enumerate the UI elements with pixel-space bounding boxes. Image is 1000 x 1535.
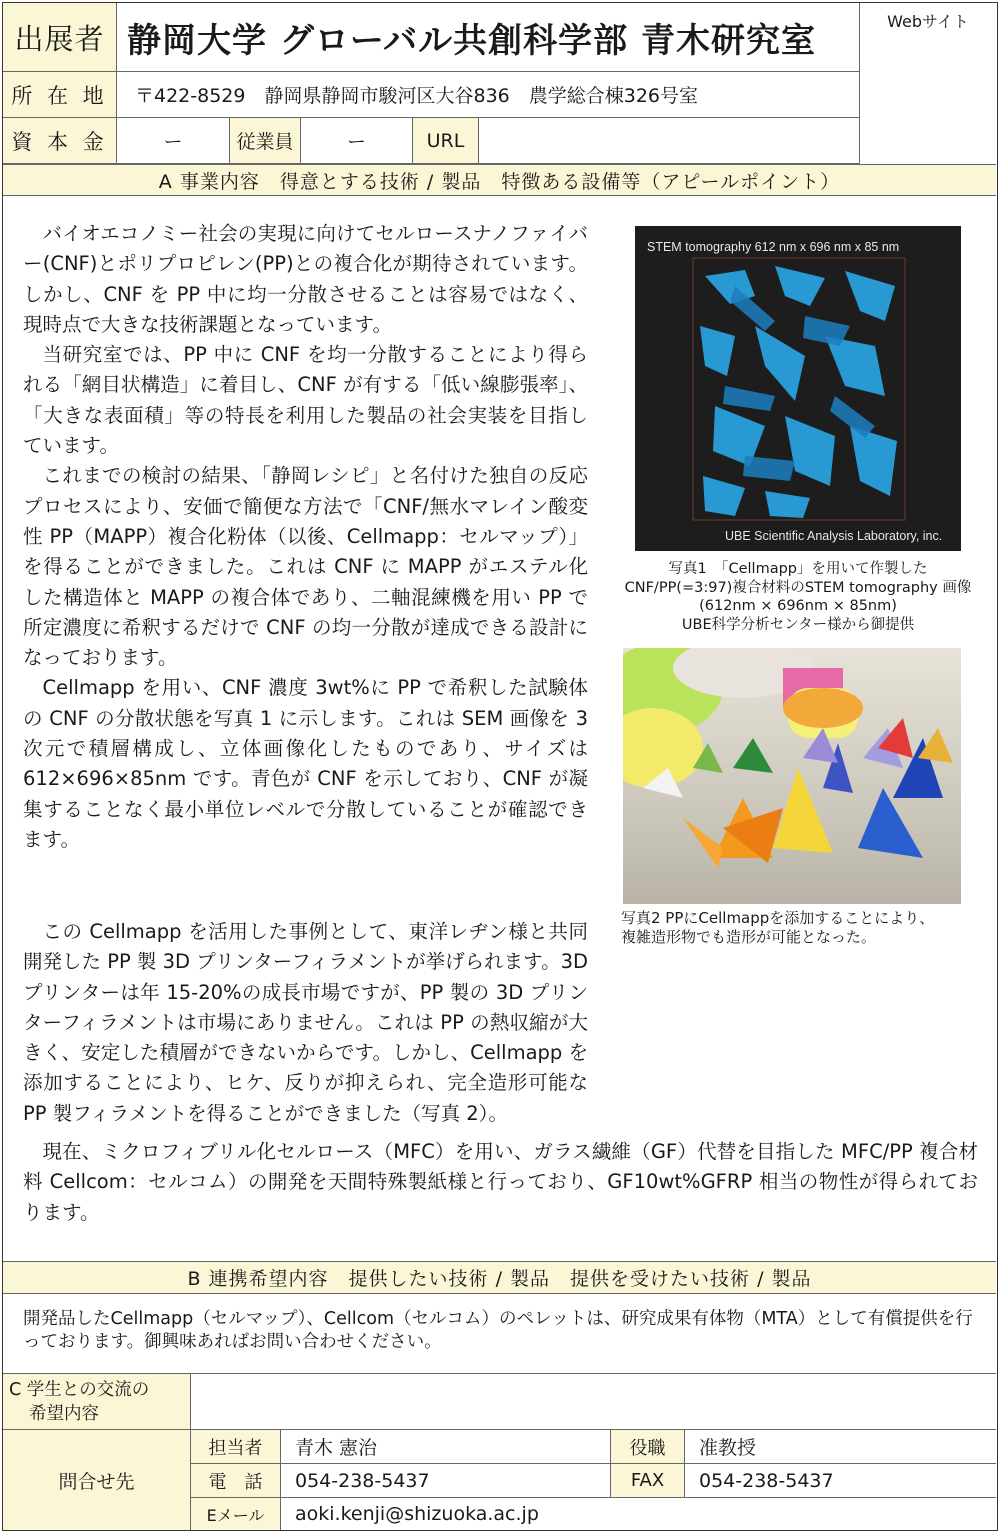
photo1-caption-line-2: CNF/PP(=3:97)複合材料のSTEM tomography 画像 <box>624 579 972 596</box>
url-label: URL <box>413 118 479 164</box>
url-value <box>479 118 860 164</box>
address-value: 〒422-8529 静岡県静岡市駿河区大谷836 農学総合棟326号室 <box>117 72 860 118</box>
page-title: 静岡大学 グローバル共創科学部 青木研究室 <box>127 20 816 61</box>
phone-label: 電 話 <box>191 1464 281 1498</box>
section-a-text-col <box>23 219 588 855</box>
section-c-heading-line-2: 希望内容 <box>29 1404 99 1424</box>
section-a-text-full <box>23 1137 978 1228</box>
exhibitor-name <box>117 3 860 72</box>
paragraph-2: 当研究室では、PP 中に CNF を均一分散することにより得られる「網目状構造」に着目し、CNF が有する「低い線膨張率」、「大きな表面積」等の特長を利用した製品の社会実装を目指しています。 <box>23 343 588 458</box>
section-c-body <box>191 1374 996 1430</box>
exhibitor-label: 出展者 <box>3 3 117 72</box>
section-b-heading: B 連携希望内容 提供したい技術 / 製品 提供を受けたい技術 / 製品 <box>3 1262 996 1294</box>
paper-cranes-photo <box>623 648 961 904</box>
photo1-caption-line-4: UBE科学分析センター様から御提供 <box>681 616 915 633</box>
cnf-dispersion-graphic <box>635 226 961 551</box>
section-c-heading-line-1: C 学生との交流の <box>9 1380 150 1400</box>
paragraph-6: 現在、ミクロフィブリル化セルロース（MFC）を用い、ガラス繊維（GF）代替を目指した MFC/PP 複合材料 Cellcom：セルコム）の開発を天間特殊製紙様と行っており、GF10wt%GFRP 相当の物性が得られております。 <box>23 1140 978 1224</box>
person-value: 青木 憲治 <box>281 1430 611 1464</box>
section-c-heading <box>3 1374 191 1430</box>
photo1-caption-line-3: (612nm × 696nm × 85nm) <box>699 598 897 614</box>
phone-value: 054-238-5437 <box>281 1464 611 1498</box>
fax-label: FAX <box>611 1464 685 1498</box>
section-b-text: 開発品したCellmapp（セルマップ）、Cellcom（セルコム）のペレットは、研究成果有体物（MTA）として有償提供を行っております。御興味あればお問い合わせください。 <box>23 1309 973 1352</box>
capital-label: 資 本 金 <box>3 118 117 164</box>
contact-label: 問合せ先 <box>3 1430 191 1530</box>
employees-value: ー <box>301 118 413 164</box>
email-value[interactable]: aoki.kenji@shizuoka.ac.jp <box>295 1503 539 1525</box>
employees-label: 従業員 <box>230 118 301 164</box>
person-label: 担当者 <box>191 1430 281 1464</box>
position-label: 役職 <box>611 1430 685 1464</box>
photo1-caption <box>603 560 993 634</box>
photo1-overlay-bottom: UBE Scientific Analysis Laboratory, inc. <box>725 529 943 543</box>
photo2-caption <box>603 909 993 946</box>
paragraph-1: バイオエコノミー社会の実現に向けてセルロースナノファイバー(CNF)とポリプロピレン(PP)との複合化が期待されています。しかし、CNF を PP 中に均一分散させることは容易ではなく、現時点で大きな技術課題となっています。 <box>23 222 588 336</box>
website-box <box>860 3 996 164</box>
paragraph-3: これまでの検討の結果、「静岡レシピ」と名付けた独自の反応プロセスにより、安価で簡便な方法で「CNF/無水マレイン酸変性 PP（MAPP）複合化粉体（以後、Cellmapp：セルマップ）」を得ることができました。これは CNF に MAPP がエステル化した構造体と MAPP の複合体であり、二軸混練機を用い PP で所定濃度に希釈するだけで CNF の均一分散が達成できる設計になっております。 <box>23 464 588 670</box>
photo1-overlay-top: STEM tomography 612 nm x 696 nm x 85 nm <box>647 240 900 254</box>
position-value: 准教授 <box>685 1430 996 1464</box>
section-a-text-wrap <box>23 917 978 1129</box>
section-a-heading: A 事業内容 得意とする技術 / 製品 特徴ある設備等（アピールポイント） <box>3 164 996 196</box>
section-a-body <box>3 196 996 1262</box>
photo2-caption-line-1: 写真2 PPにCellmappを添加することにより、 <box>621 909 935 927</box>
stem-tomography-image <box>635 226 961 551</box>
exhibitor-sheet <box>2 2 998 1531</box>
photo1-caption-line-1: 写真1 「Cellmapp」を用いて作製した <box>668 561 928 577</box>
fax-value: 054-238-5437 <box>685 1464 996 1498</box>
address-label: 所 在 地 <box>3 72 117 118</box>
cranes-graphic <box>623 648 961 904</box>
photo2-caption-line-2: 複雑造形物でも造形が可能となった。 <box>621 927 877 946</box>
paragraph-5: この Cellmapp を活用した事例として、東洋レヂン様と共同開発した PP 製 3D プリンターフィラメントが挙げられます。3D プリンターは年 15-20%の成長市場ですが、PP 製の 3D プリンターフィラメントは市場にありません。これは PP の熱収縮が大きく、安定した積層ができないからです。しかし、Cellmapp を添加することにより、ヒケ、反りが抑えられ、完全造形可能な PP 製フィラメントを得ることができました（写真 2）。 <box>23 920 588 1125</box>
capital-value: ー <box>117 118 230 164</box>
section-b-body <box>3 1294 996 1374</box>
paragraph-4: Cellmapp を用い、CNF 濃度 3wt%に PP で希釈した試験体の CNF の分散状態を写真 1 に示します。これは SEM 画像を 3 次元で積層構成し、立体画像化したものであり、サイズは 612×696×85nm です。青色が CNF を示しており、CNF が凝集することなく最小単位レベルで分散していることが確認できます。 <box>23 676 588 851</box>
website-label: Webサイト <box>887 12 969 31</box>
email-label: Eメール <box>191 1498 281 1530</box>
